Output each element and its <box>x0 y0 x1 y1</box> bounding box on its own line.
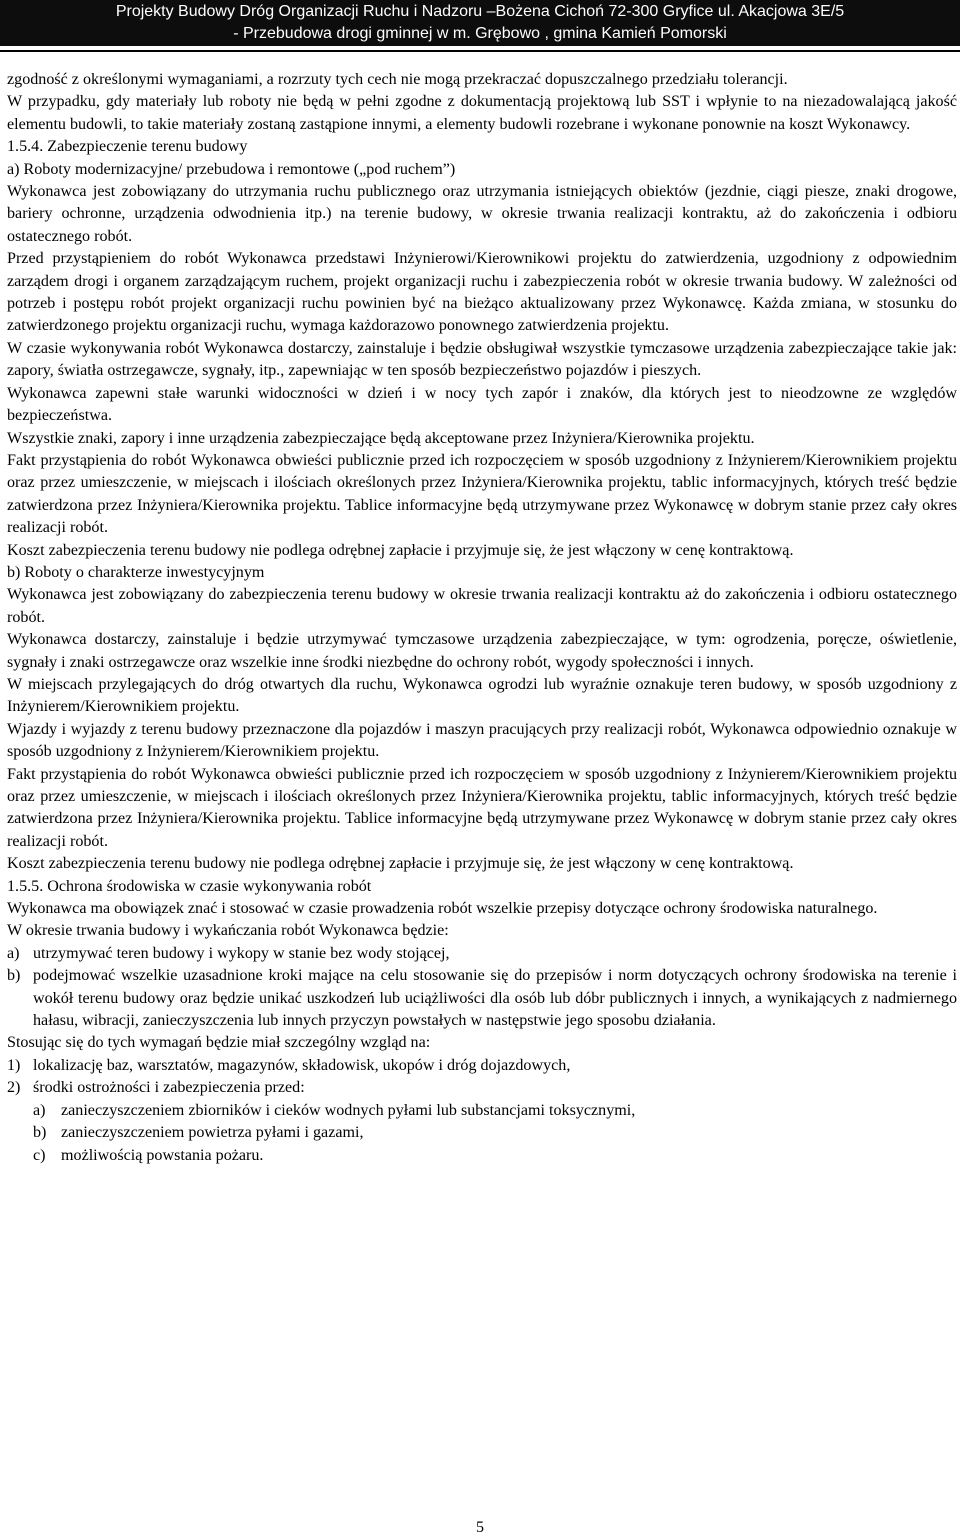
list-item-text: zanieczyszczeniem zbiorników i cieków wodnych pyłami lub substancjami toksycznymi, <box>61 1101 636 1119</box>
paragraph: Wykonawca ma obowiązek znać i stosować w czasie prowadzenia robót wszelkie przepisy dotyczące ochrony środowiska naturalnego. <box>7 900 878 918</box>
paragraph: Stosując się do tych wymagań będzie miał szczególny wzgląd na: <box>7 1034 431 1052</box>
subsection-heading: a) Roboty modernizacyjne/ przebudowa i remontowe („pod ruchem”) <box>7 160 456 178</box>
list-marker: 2) <box>7 1079 21 1097</box>
section-heading: 1.5.5. Ochrona środowiska w czasie wykonywania robót <box>7 877 372 895</box>
header-line-1: Projekty Budowy Dróg Organizacji Ruchu i Nadzoru –Bożena Cichoń 72-300 Gryfice ul. Akacjowa 3E/5 <box>115 3 845 20</box>
sub-list-item <box>7 1122 957 1144</box>
paragraph: Fakt przystąpienia do robót Wykonawca obwieści publicznie przed ich rozpoczęciem w sposób uzgodniony z Inżynierem/Kierownikiem projektu oraz przez umieszczenie, w miejscach i ilościach określonych przez Inżyniera/Kierownika projektu, tablic informacyjnych, których treść będzie zatwierdzona przez Inżyniera/Kierownika projektu. Tablice informacyjne będą utrzymywane przez Wykonawcę w dobrym stanie przez cały okres realizacji robót. <box>7 451 957 537</box>
paragraph: Wjazdy i wyjazdy z terenu budowy przeznaczone dla pojazdów i maszyn pracujących przy realizacji robót, Wykonawca odpowiednio oznakuje w sposób uzgodniony z Inżynierem/Kierownikiem projektu. <box>7 720 957 761</box>
list-item-text: podejmować wszelkie uzasadnione kroki mające na celu stosowanie się do przepisów i norm dotyczących ochrony środowiska na terenie i wokół terenu budowy oraz będzie unikać uszkodzeń lub uciążliwości dla osób lub dóbr publicznych i innych, a wynikających z nadmiernego hałasu, wibracji, zanieczyszczenia lub innych przyczyn powstałych w następstwie jego sposobu działania. <box>33 967 957 1030</box>
paragraph: W przypadku, gdy materiały lub roboty nie będą w pełni zgodne z dokumentacją projektową lub SST i wpłynie to na niezadowalającą jakość elementu budowli, to takie materiały zostaną zastąpione innymi, a elementy budowli rozebrane i wykonane ponownie na koszt Wykonawcy. <box>7 93 957 133</box>
list-marker: a) <box>7 944 20 962</box>
paragraph: Koszt zabezpieczenia terenu budowy nie podlega odrębnej zapłacie i przyjmuje się, że jest włączony w cenę kontraktową. <box>7 541 794 559</box>
list-marker: b) <box>7 967 21 985</box>
paragraph: Przed przystąpieniem do robót Wykonawca przedstawi Inżynierowi/Kierownikowi projektu do zatwierdzenia, uzgodniony z odpowiednim zarządem drogi i organem zarządzającym ruchem, projekt organizacji ruchu i zabezpieczenia robót w okresie trwania budowy. W zależności od potrzeb i postępu robót projekt organizacji ruchu powinien być na bieżąco aktualizowany przez Wykonawcę. Każda zmiana, w stosunku do zatwierdzonego projektu organizacji ruchu, wymaga każdorazowo ponownego zatwierdzenia projektu. <box>7 250 957 335</box>
paragraph: Wykonawca jest zobowiązany do zabezpieczenia terenu budowy w okresie trwania realizacji kontraktu aż do zakończenia i odbioru ostatecznego robót. <box>7 586 957 626</box>
list-item <box>7 1055 957 1077</box>
paragraph: Wykonawca zapewni stałe warunki widoczności w dzień i w nocy tych zapór i znaków, dla których jest to nieodzowne ze względów bezpieczeństwa. <box>7 384 957 425</box>
header-divider <box>0 50 960 52</box>
paragraph: W miejscach przylegających do dróg otwartych dla ruchu, Wykonawca ogrodzi lub wyraźnie oznakuje teren budowy, w sposób uzgodniony z Inżynierem/Kierownikiem projektu. <box>7 675 957 716</box>
list-marker: a) <box>33 1101 46 1119</box>
list-marker: c) <box>33 1146 46 1164</box>
paragraph: Wszystkie znaki, zapory i inne urządzenia zabezpieczające będą akceptowane przez Inżyniera/Kierownika projektu. <box>7 429 755 447</box>
list-item <box>7 943 957 965</box>
header-line-2: - Przebudowa drogi gminnej w m. Grębowo , gmina Kamień Pomorski <box>233 25 727 42</box>
paragraph: zgodność z określonymi wymaganiami, a rozrzuty tych cech nie mogą przekraczać dopuszczalnego przedziału tolerancji. <box>7 71 788 88</box>
list-item <box>7 965 957 1032</box>
list-marker: 1) <box>7 1056 21 1074</box>
section-heading: 1.5.4. Zabezpieczenie terenu budowy <box>7 138 248 156</box>
paragraph: W czasie wykonywania robót Wykonawca dostarczy, zainstaluje i będzie obsługiwał wszystkie tymczasowe urządzenia zabezpieczające takie jak: zapory, światła ostrzegawcze, sygnały, itp., zapewniając w ten sposób bezpieczeństwo pojazdów i pieszych. <box>7 339 957 380</box>
list-item-text: możliwością powstania pożaru. <box>61 1146 264 1164</box>
sub-list-item <box>7 1100 957 1122</box>
list-item <box>7 1077 957 1099</box>
page-header <box>0 0 960 46</box>
list-item-text: zanieczyszczeniem powietrza pyłami i gazami, <box>61 1124 364 1142</box>
paragraph: Fakt przystąpienia do robót Wykonawca obwieści publicznie przed ich rozpoczęciem w sposób uzgodniony z Inżynierem/Kierownikiem projektu oraz przez umieszczenie, w miejscach i ilościach określonych przez Inżyniera/Kierownika projektu, tablic informacyjnych, których treść będzie zatwierdzona przez Inżyniera/Kierownika projektu. Tablice informacyjne będą utrzymywane przez Wykonawcę w dobrym stanie przez cały okres realizacji robót. <box>7 765 957 850</box>
document-body <box>7 69 957 1167</box>
subsection-heading: b) Roboty o charakterze inwestycyjnym <box>7 563 265 581</box>
paragraph: W okresie trwania budowy i wykańczania robót Wykonawca będzie: <box>7 922 449 940</box>
sub-list-item <box>7 1145 957 1167</box>
list-marker: b) <box>33 1124 47 1142</box>
list-item-text: utrzymywać teren budowy i wykopy w stanie bez wody stojącej, <box>33 944 450 962</box>
paragraph: Koszt zabezpieczenia terenu budowy nie podlega odrębnej zapłacie i przyjmuje się, że jest włączony w cenę kontraktową. <box>7 855 794 873</box>
page-number: 5 <box>476 1519 484 1536</box>
paragraph: Wykonawca dostarczy, zainstaluje i będzie utrzymywać tymczasowe urządzenia zabezpieczające, w tym: ogrodzenia, poręcze, oświetlenie, sygnały i znaki ostrzegawcze oraz wszelkie inne środki niezbędne do ochrony robót, wygody społeczności i innych. <box>7 631 957 671</box>
paragraph: Wykonawca jest zobowiązany do utrzymania ruchu publicznego oraz utrzymania istniejących obiektów (jezdnie, ciągi piesze, znaki drogowe, bariery ochronne, urządzenia odwodnienia itp.) na terenie budowy, w okresie trwania realizacji kontraktu, aż do zakończenia i odbioru ostatecznego robót. <box>7 183 957 245</box>
list-item-text: lokalizację baz, warsztatów, magazynów, składowisk, ukopów i dróg dojazdowych, <box>33 1056 571 1074</box>
list-item-text: środki ostrożności i zabezpieczenia przed: <box>33 1079 305 1097</box>
